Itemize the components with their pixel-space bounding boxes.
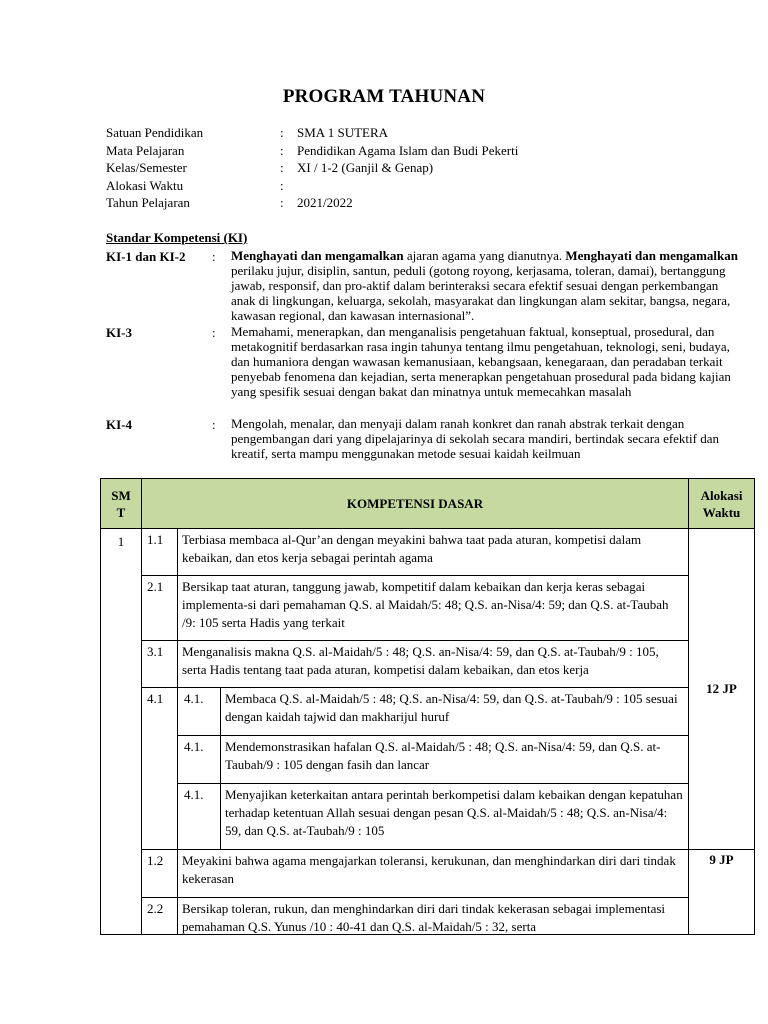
table-row [101,641,755,688]
ki-colon: : [212,325,216,340]
ki-label: KI-1 dan KI-2 [106,249,186,264]
info-colon: : [280,195,284,211]
kd-number: 4.1 [142,688,178,850]
kd-text: Bersikap toleran, rukun, dan menghindarkan diri dari tindak kekerasan sebagai implementasi pemahaman Q.S. Yunus /10 : 40-41 dan Q.S. al-Maidah/5 : 32, serta [182,901,666,934]
ki-label: KI-4 [106,417,132,432]
alloc-cell-group2 [689,850,755,935]
ki-text-part: ajaran agama yang dianutnya. [403,248,566,263]
semester-cell [101,529,142,935]
alloc-cell-group1 [689,529,755,850]
kd-sub-text: Membaca Q.S. al-Maidah/5 : 48; Q.S. an-Nisa/4: 59, dan Q.S. at-Taubah/9 : 105 sesuai dengan kaidah tajwid dan makharijul huruf [221,688,689,736]
ki-colon: : [212,249,216,264]
table-row [101,688,755,736]
header-kompetensi-dasar: KOMPETENSI DASAR [142,479,689,529]
ki-text [231,249,746,324]
kompetensi-dasar-table [100,478,755,935]
ki-bold-phrase: Menghayati dan mengamalkan [565,248,738,263]
ki-label: KI-3 [106,325,132,340]
kd-sub-text: Mendemonstrasikan hafalan Q.S. al-Maidah/5 : 48; Q.S. an-Nisa/4: 59, dan Q.S. at-Taubah/9 : 105 dengan fasih dan lancar [221,736,689,784]
info-label: Mata Pelajaran [106,142,185,158]
info-label: Kelas/Semester [106,160,187,176]
info-value: SMA 1 SUTERA [297,125,389,140]
kd-text: Bersikap taat aturan, tanggung jawab, kompetitif dalam kebaikan dan kerja keras sebagai implementa-si dari pemahaman Q.S. al Maidah/5: 48; Q.S. an-Nisa/4: 59; dan Q.S. at-Taubah /9: 105 serta Hadis yang terkait [178,576,689,641]
table-row [101,736,755,784]
kd-sub-number: 4.1. [178,736,221,784]
semester-value: 1 [117,534,125,549]
info-label: Alokasi Waktu [106,177,184,193]
info-value: XI / 1-2 (Ganjil & Genap) [297,160,434,176]
kd-number: 1.2 [142,850,178,898]
alloc-value: 12 JP [706,681,737,696]
document-title: PROGRAM TAHUNAN [282,86,486,107]
alloc-value: 9 JP [709,852,734,867]
kd-text: Meyakini bahwa agama mengajarkan toleransi, kerukunan, dan menghindarkan diri dari tindak kekerasan [178,850,689,898]
table-header-row [101,479,755,529]
kd-sub-number: 4.1. [178,688,221,736]
header-smt: SM T [101,479,142,529]
info-colon: : [280,125,284,140]
kd-number: 3.1 [142,641,178,688]
table-row [101,576,755,641]
info-colon: : [280,142,284,158]
ki-colon: : [212,417,216,432]
ki-heading: Standar Kompetensi (KI) [106,230,248,245]
table-row [101,898,755,935]
table-row [101,529,755,576]
kd-number: 2.1 [142,576,178,641]
info-colon: : [280,177,284,193]
kd-text: Terbiasa membaca al-Qur’an dengan meyakini bahwa taat pada aturan, kompetisi dalam kebaikan, dan etos kerja sebagai perintah agama [178,529,689,576]
info-label: Satuan Pendidikan [106,125,204,140]
kd-sub-text: Menyajikan keterkaitan antara perintah berkompetisi dalam kebaikan dengan kepatuhan terhadap ketentuan Allah sesuai dengan pesan Q.S. al-Maidah/5 : 48; Q.S. an-Nisa/4: 59, dan Q.S. at-Taubah/9 : 105 [221,784,689,850]
info-label: Tahun Pelajaran [106,195,190,211]
ki-text-part: perilaku jujur, disiplin, santun, peduli (gotong royong, kerjasama, toleran, damai), bertanggung jawab, responsif, dan pro-aktif dalam berinteraksi secara efektif sesuai dengan perkembangan anak di lingkungan, keluarga, sekolah, masyarakat dan lingkungan alam sekitar, bangsa, negara, kawasan regional, dan kawasan internasional”. [231,262,731,323]
ki-text: Memahami, menerapkan, dan menganalisis pengetahuan faktual, konseptual, prosedural, dan metakognitif berdasarkan rasa ingin tahunya tentang ilmu pengetahuan, teknologi, seni, budaya, dan humaniora dengan wawasan kemanusiaan, kebangsaan, kenegaraan, dan peradaban terkait penyebab fenomena dan kejadian, serta menerapkan pengetahuan prosedural pada bidang kajian yang spesifik sesuai dengan bakat dan minatnya untuk memecahkan masalah [231,324,731,399]
table-row [101,784,755,850]
ki-bold-phrase: Menghayati dan mengamalkan [231,248,404,263]
info-value: Pendidikan Agama Islam dan Budi Pekerti [297,142,519,158]
kd-text: Menganalisis makna Q.S. al-Maidah/5 : 48; Q.S. an-Nisa/4: 59, dan Q.S. at-Taubah/9 : 105, serta Hadis tentang taat pada aturan, kompetisi dalam kebaikan, dan etos kerja [178,641,689,688]
kd-number: 2.2 [142,898,178,935]
header-alokasi-waktu: Alokasi Waktu [689,479,755,529]
info-value: 2021/2022 [297,195,353,211]
ki-text: Mengolah, menalar, dan menyaji dalam ranah konkret dan ranah abstrak terkait dengan pengembangan dari yang dipelajarinya di sekolah secara mandiri, bertindak secara efektif dan kreatif, serta mampu menggunakan metode sesuai kaidah keilmuan [231,416,720,461]
table-row [101,850,755,898]
kd-text-wrap [178,898,689,935]
kd-sub-number: 4.1. [178,784,221,850]
kd-number: 1.1 [142,529,178,576]
info-colon: : [280,160,284,176]
